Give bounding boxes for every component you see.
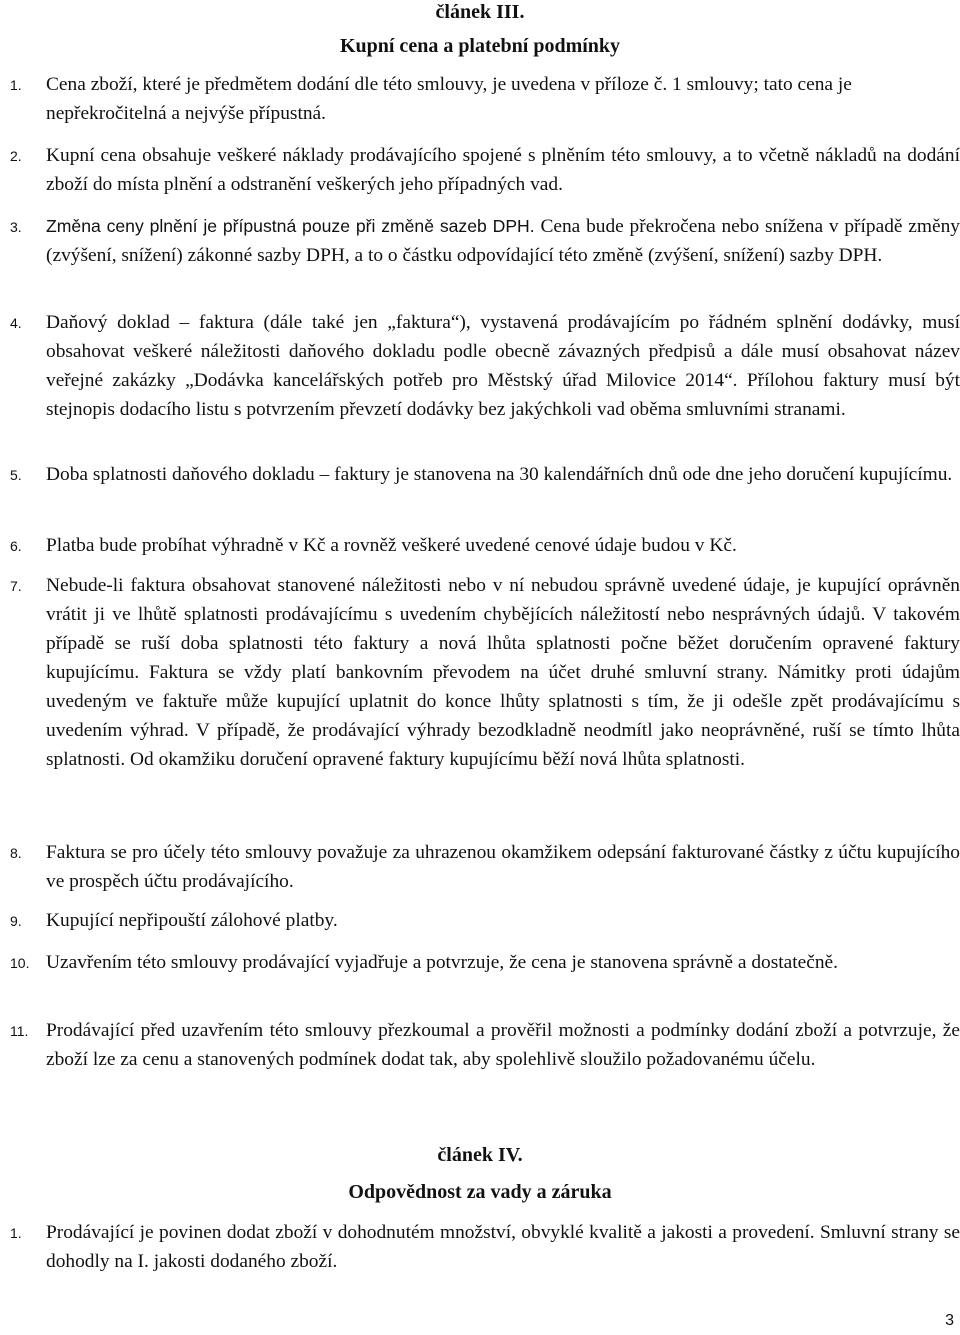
item-text: Daňový doklad – faktura (dále také jen „faktura“), vystavená prodávajícím po řádném splnění dodávky, musí obsahovat veškeré náležitosti daňového dokladu podle obecně závazných předpisů a dále musí obsahovat název veřejné zakázky „Dodávka kancelářských potřeb pro Městský úřad Milovice 2014“. Přílohou faktury musí být stejnopis dodacího listu s potvrzením převzetí dodávky bez jakýchkoli vad oběma smluvními stranami.	[46, 312, 960, 420]
item-text	[46, 212, 960, 270]
article-4-title: Odpovědnost za vady a záruka	[348, 1181, 612, 1203]
item-text: Prodávající je povinen dodat zboží v dohodnutém množství, obvyklé kvalitě a jakosti a provedení. Smluvní strany se dohodly na I. jakosti dodaného zboží.	[46, 1222, 960, 1272]
list-item	[10, 531, 960, 561]
page-number: 3	[945, 1312, 954, 1329]
item-number: 9.	[10, 913, 22, 929]
item-text: Kupní cena obsahuje veškeré náklady prodávajícího spojené s plněním této smlouvy, a to včetně nákladů na dodání zboží do místa plnění a odstranění veškerých jeho případných vad.	[46, 145, 960, 195]
item-text: Prodávající před uzavřením této smlouvy přezkoumal a prověřil možnosti a podmínky dodání zboží a potvrzuje, že zboží lze za cenu a stanovených podmínek dodat tak, aby spolehlivě sloužilo požadovanému účelu.	[46, 1020, 960, 1070]
item-text-rest: Cena bude překročena nebo snížena v případě změny (zvýšení, snížení) zákonné sazby DPH, a to o částku odpovídající této změně (zvýšení, snížení) sazby DPH.	[46, 216, 960, 266]
item-text: Doba splatnosti daňového dokladu – faktury je stanovena na 30 kalendářních dnů ode dne jeho doručení kupujícímu.	[46, 464, 953, 485]
item-number: 7.	[10, 578, 22, 594]
item-text: Kupující nepřipouští zálohové platby.	[46, 910, 338, 931]
item-number: 11.	[10, 1023, 29, 1039]
list-item	[10, 906, 960, 936]
item-number: 1.	[10, 77, 22, 93]
list-item	[10, 838, 960, 896]
article-3-heading: článek III.	[435, 1, 525, 23]
item-text: Cena zboží, které je předmětem dodání dle této smlouvy, je uvedena v příloze č. 1 smlouvy; tato cena je nepřekročitelná a nejvýše přípustná.	[46, 74, 852, 124]
list-item	[10, 1218, 960, 1276]
item-text: Nebude-li faktura obsahovat stanovené náležitosti nebo v ní nebudou správně uvedené údaje, je kupující oprávněn vrátit ji ve lhůtě splatnosti prodávajícímu s uvedením chybějících náležitostí nebo nesprávných údajů. V takovém případě se ruší doba splatnosti této faktury a nová lhůta splatnosti počne běžet doručením opravené faktury kupujícímu. Faktura se vždy platí bankovním převodem na účet druhé smluvní strany. Námitky proti údajům uvedeným ve faktuře může kupující uplatnit do konce lhůty splatnosti s tím, že ji odešle zpět prodávajícímu s uvedením výhrad. V případě, že prodávající výhrady bezodkladně neodmítl jako neoprávněné, ruší se tímto lhůta splatnosti. Od okamžiku doručení opravené faktury kupujícímu běží nová lhůta splatnosti.	[46, 575, 960, 770]
item-text: Uzavřením této smlouvy prodávající vyjadřuje a potvrzuje, že cena je stanovena správně a dostatečně.	[46, 952, 839, 973]
item-number: 1.	[10, 1225, 22, 1241]
article-4-heading: článek IV.	[437, 1144, 523, 1166]
item-number: 3.	[10, 219, 22, 235]
item-number: 10.	[10, 955, 30, 971]
list-item	[10, 141, 960, 199]
list-item	[10, 70, 960, 128]
article-3-title: Kupní cena a platební podmínky	[339, 35, 621, 57]
item-number: 6.	[10, 538, 22, 554]
list-item	[10, 571, 960, 774]
item-number: 8.	[10, 845, 22, 861]
list-item	[10, 308, 960, 424]
list-item	[10, 948, 960, 978]
item-text: Platba bude probíhat výhradně v Kč a rovněž veškeré uvedené cenové údaje budou v Kč.	[46, 535, 737, 556]
list-item	[10, 212, 960, 270]
list-item	[10, 460, 960, 490]
item-number: 4.	[10, 315, 22, 331]
item-number: 2.	[10, 148, 22, 164]
item-text: Faktura se pro účely této smlouvy považuje za uhrazenou okamžikem odepsání fakturované částky z účtu kupujícího ve prospěch účtu prodávajícího.	[46, 842, 960, 892]
list-item	[10, 1016, 960, 1074]
item-text-sans: Změna ceny plnění je přípustná pouze při změně sazeb DPH.	[46, 216, 535, 236]
item-number: 5.	[10, 467, 22, 483]
